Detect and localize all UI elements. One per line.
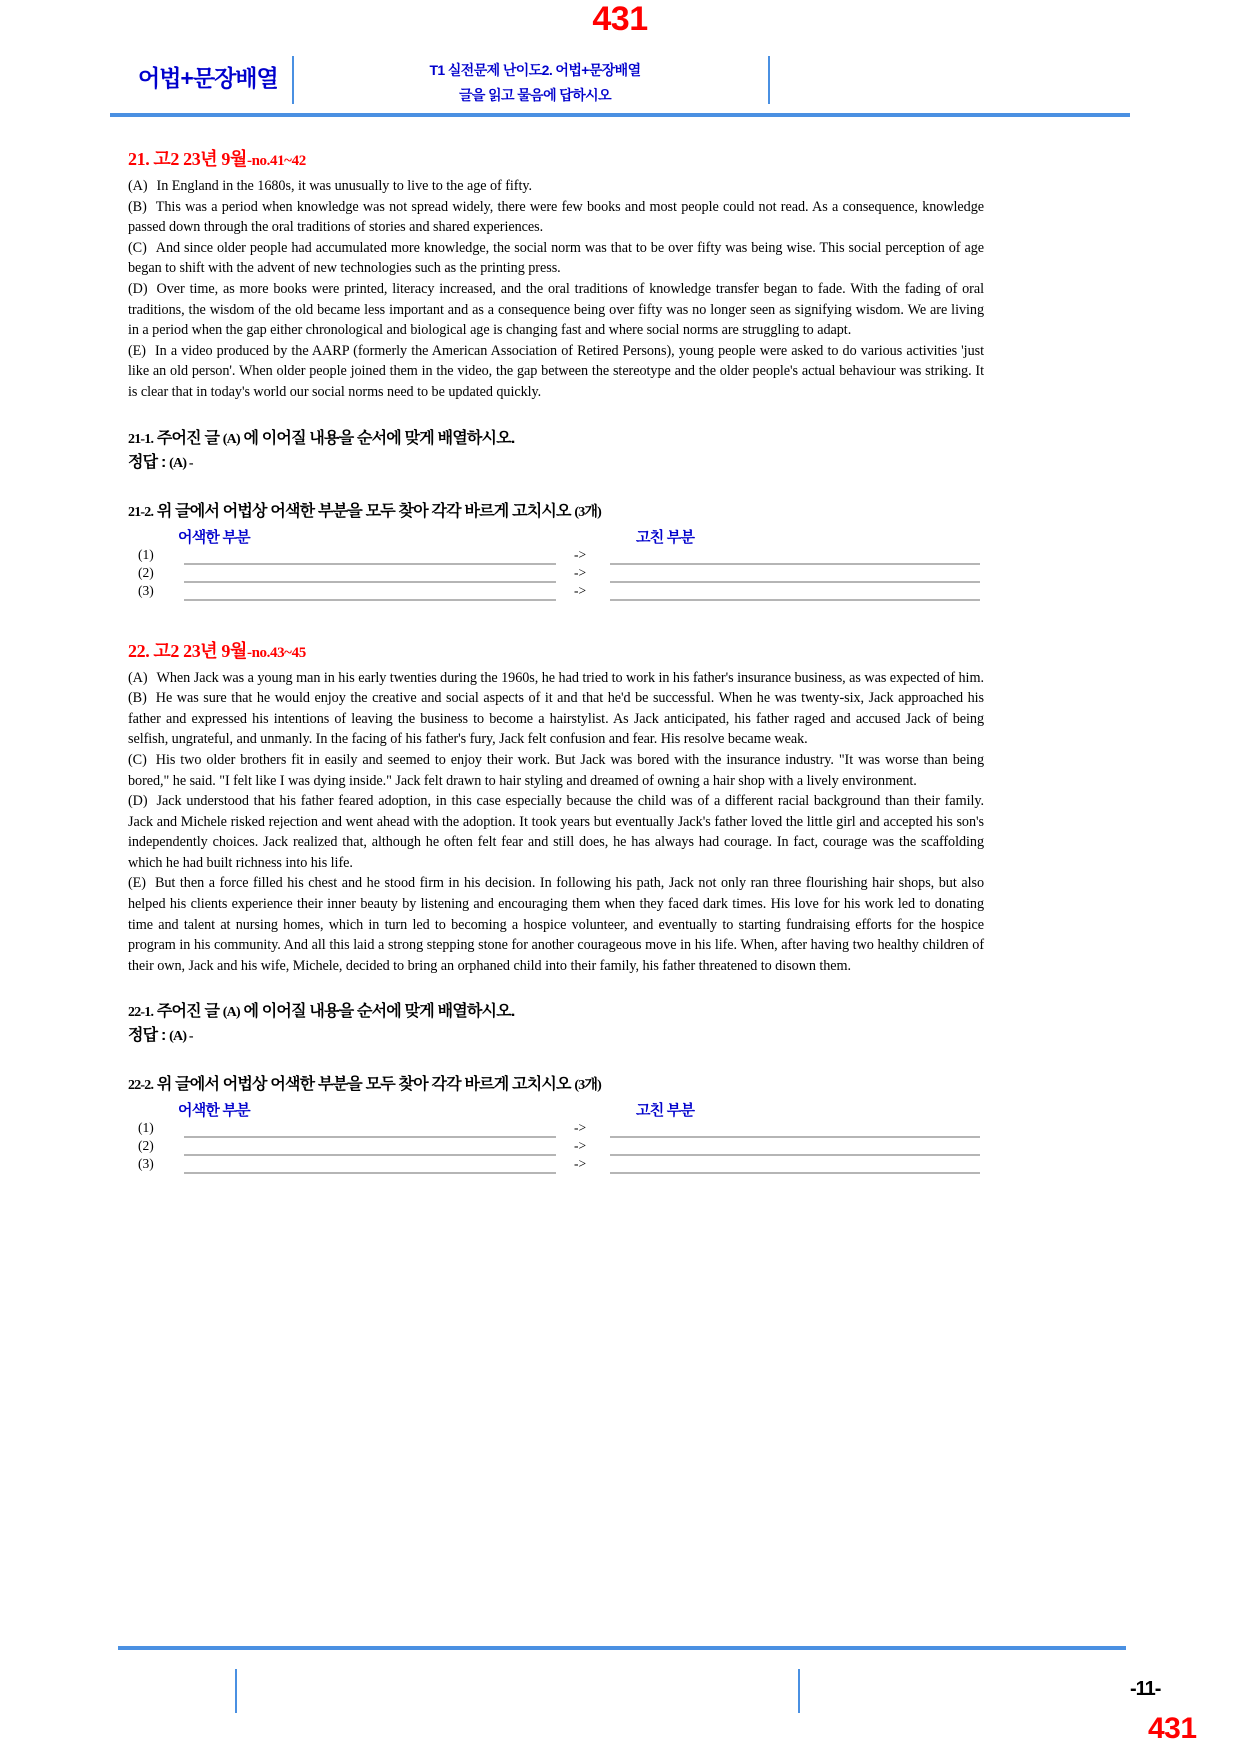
passage-label: (E) [128,342,146,359]
row-index: (3) [138,1156,154,1172]
answer-grid-22-2 [128,1099,984,1175]
passage-text: In England in the 1680s, it was unusually to live to the age of fifty. [156,178,532,194]
passage-text: He was sure that he would enjoy the creative and social aspects of it and that he'd be successful. When he was twenty-six, Jack approached his father and expressed his intentions of leaving the business to become a hairstylist. As Jack anticipated, his father raged and accused Jack of being selfish, ungrateful, and unmanly. In the facing of his father's fury, Jack felt confusion and fear. His resolve became weak. [128,690,984,748]
arrow-icon: -> [574,564,587,580]
passage-label: (D) [128,793,148,810]
subquestion-22-2-text: 위 글에서 어법상 어색한 부분을 모두 찾아 각각 바르게 고치시오 [156,1076,571,1094]
answer-blank-corrected[interactable] [610,1154,980,1156]
passage-label: (E) [128,875,146,892]
question-21-sub: -no.41~42 [247,153,306,169]
passage-label: (B) [128,690,147,707]
subquestion-21-2-text: 위 글에서 어법상 어색한 부분을 모두 찾아 각각 바르게 고치시오 [156,502,571,520]
answer-22-1-value[interactable]: (A) - [169,1029,193,1045]
header-rule [110,113,1130,117]
passage-text: Jack understood that his father feared adoption, in this case especially because the child was of a different racial background than their family. Jack and Michele risked rejection and went ahead with the adoption. It took years but eventually Jack's father loved the little girl and accepted his son's independently choices. Jack realized that, although he often felt fear and still does, he has always had courage. In fact, courage was the scaffolding which he had built richness into his life. [128,793,984,871]
answer-21-1-value[interactable]: (A) - [169,455,193,471]
answer-21-1 [128,451,984,476]
answer-grid-21-2 [128,526,984,602]
passage-text: In a video produced by the AARP (formerly the American Association of Retired Persons), young people were asked to do various activities 'just like an old person'. When older people joined them in the video, the gap between the stereotype and the older people's actual behaviour was striking. It is clear that in today's world our social norms need to be updated quickly. [128,342,984,400]
question-21-number: 21. [128,149,150,169]
subquestion-22-1-ref: (A) [222,1005,240,1021]
question-22-title [128,640,984,664]
passage-e [128,341,984,403]
answer-row [128,1121,984,1139]
passage-label: (C) [128,751,147,768]
row-index: (1) [138,1120,154,1136]
header-subject-label: 어법+문장배열 [138,65,278,91]
question-22-sub: -no.43~45 [247,644,306,661]
answer-blank-corrected[interactable] [610,563,980,565]
passage-a [128,668,984,689]
passage-label: (A) [128,178,148,194]
subquestion-21-1-text-after: 에 이어질 내용을 순서에 맞게 배열하시오. [243,429,515,447]
question-22-main: 고2 23년 9월 [153,640,247,661]
passage-b [128,197,984,238]
subquestion-21-2-count: (3개) [574,504,602,520]
passage-e [128,873,984,976]
answer-blank-incorrect[interactable] [184,1154,556,1156]
passage-text: Over time, as more books were printed, literacy increased, and the oral traditions of knowledge transfer began to fade. With the fading of oral traditions, the wisdom of the old became less important and as a consequence being over fifty was no longer seen as signifying wisdom. We are living in a period when the gap either chronological and biological age is changing fast and where social norms are struggling to adapt. [128,280,984,339]
passage-b [128,688,984,750]
answer-blank-corrected[interactable] [610,1172,980,1174]
answer-grid-headers [128,526,984,548]
column-header-incorrect: 어색한 부분 [178,528,250,546]
column-header-corrected: 고친 부분 [636,528,695,546]
arrow-icon: -> [574,1120,587,1136]
passage-c [128,238,984,279]
subquestion-22-1-number: 22-1. [128,1005,154,1021]
page-header [120,52,1120,112]
answer-blank-incorrect[interactable] [184,563,556,565]
subquestion-21-1-prompt [128,427,984,451]
header-title-block [320,58,750,108]
passage-a [128,176,984,197]
footer-rule [118,1646,1126,1650]
answer-row [128,1157,984,1175]
subquestion-22-1-prompt [128,1000,984,1024]
question-block-22 [128,640,984,1176]
passage-c [128,750,984,791]
answer-blank-incorrect[interactable] [184,1136,556,1138]
passage-label: (C) [128,239,147,256]
question-block-21 [128,148,984,602]
header-divider-left [292,56,294,104]
answer-blank-corrected[interactable] [610,1136,980,1138]
passage-d [128,791,984,873]
answer-row [128,548,984,566]
subquestion-22-2-prompt [128,1073,984,1097]
answer-blank-corrected[interactable] [610,599,980,601]
passage-text: When Jack was a young man in his early twenties during the 1960s, he had tried to work in his father's insurance business, as was expected of him. [156,669,984,686]
answer-blank-corrected[interactable] [610,581,980,583]
passage-d [128,279,984,341]
row-index: (2) [138,1138,154,1154]
passage-label: (A) [128,669,148,686]
answer-row [128,566,984,584]
header-title-line1: T1 실전문제 난이도2. 어법+문장배열 [429,62,641,78]
answer-blank-incorrect[interactable] [184,581,556,583]
question-21-main: 고2 23년 9월 [153,149,247,169]
subquestion-21-1-text-before: 주어진 글 [156,429,220,447]
passage-label: (B) [128,198,147,215]
answer-22-1 [128,1024,984,1049]
column-header-corrected: 고친 부분 [636,1102,695,1120]
answer-row [128,584,984,602]
subquestion-22-2-number: 22-2. [128,1078,154,1094]
question-21-title [128,148,984,172]
column-header-incorrect: 어색한 부분 [178,1102,250,1120]
arrow-icon: -> [574,1156,587,1172]
row-index: (3) [138,582,154,598]
question-22-number: 22. [128,640,150,661]
answer-grid-headers [128,1099,984,1121]
row-index: (2) [138,564,154,580]
subquestion-22-1-text-before: 주어진 글 [156,1003,220,1021]
subquestion-21-2-prompt [128,500,984,524]
answer-blank-incorrect[interactable] [184,599,556,601]
subquestion-21-2-number: 21-2. [128,504,154,520]
header-divider-right [768,56,770,104]
subquestion-22-2-count: (3개) [574,1078,602,1094]
subquestion-21-1-ref: (A) [222,431,240,447]
answer-22-1-label: 정답 : [128,1027,166,1045]
passage-text: And since older people had accumulated more knowledge, the social norm was that to be over fifty was being wise. This social perception of age began to shift with the advent of new technologies such as the printing press. [128,239,984,277]
answer-blank-incorrect[interactable] [184,1172,556,1174]
passage-text: His two older brothers fit in easily and seemed to enjoy their work. But Jack was bored with the insurance industry. "It was worse than being bored," he said. "I felt like I was dying inside." Jack felt drawn to hair styling and dreamed of owning a hair shop with a lively environment. [128,751,984,789]
bottom-page-marker: 431 [1148,1712,1197,1745]
content-column [128,148,984,1175]
arrow-icon: -> [574,582,587,598]
passage-text: But then a force filled his chest and he stood firm in his decision. In following his path, Jack not only ran three flourishing hair shops, but also helped his clients experience their inner beauty by listening and encouraging them when they faced dark times. His love for his work led to donating time and talent at nursing homes, which in turn led to becoming a hospice volunteer, and eventually to starting fundraising efforts for the hospice program in his community. And all this laid a strong stepping stone for another courageous move in his life. When, after having two healthy children of their own, Jack and his wife, Michele, decided to bring an orphaned child into their family, his father threatened to disown them. [128,875,984,974]
row-index: (1) [138,546,154,562]
arrow-icon: -> [574,1138,587,1154]
top-page-marker: 431 [592,0,648,38]
passage-text: This was a period when knowledge was not spread widely, there were few books and most people could not read. As a consequence, knowledge passed down through the oral traditions of stories and shared experiences. [128,198,984,236]
answer-row [128,1139,984,1157]
page-number: -11- [1130,1678,1161,1700]
subquestion-22-1-text-after: 에 이어질 내용을 순서에 맞게 배열하시오. [243,1003,515,1021]
subquestion-21-1-number: 21-1. [128,431,154,447]
arrow-icon: -> [574,546,587,562]
header-title-line2: 글을 읽고 물음에 답하시오 [458,87,612,103]
footer-tick-left [235,1669,237,1713]
passage-label: (D) [128,280,148,297]
answer-21-1-label: 정답 : [128,453,166,471]
footer-tick-right [798,1669,800,1713]
